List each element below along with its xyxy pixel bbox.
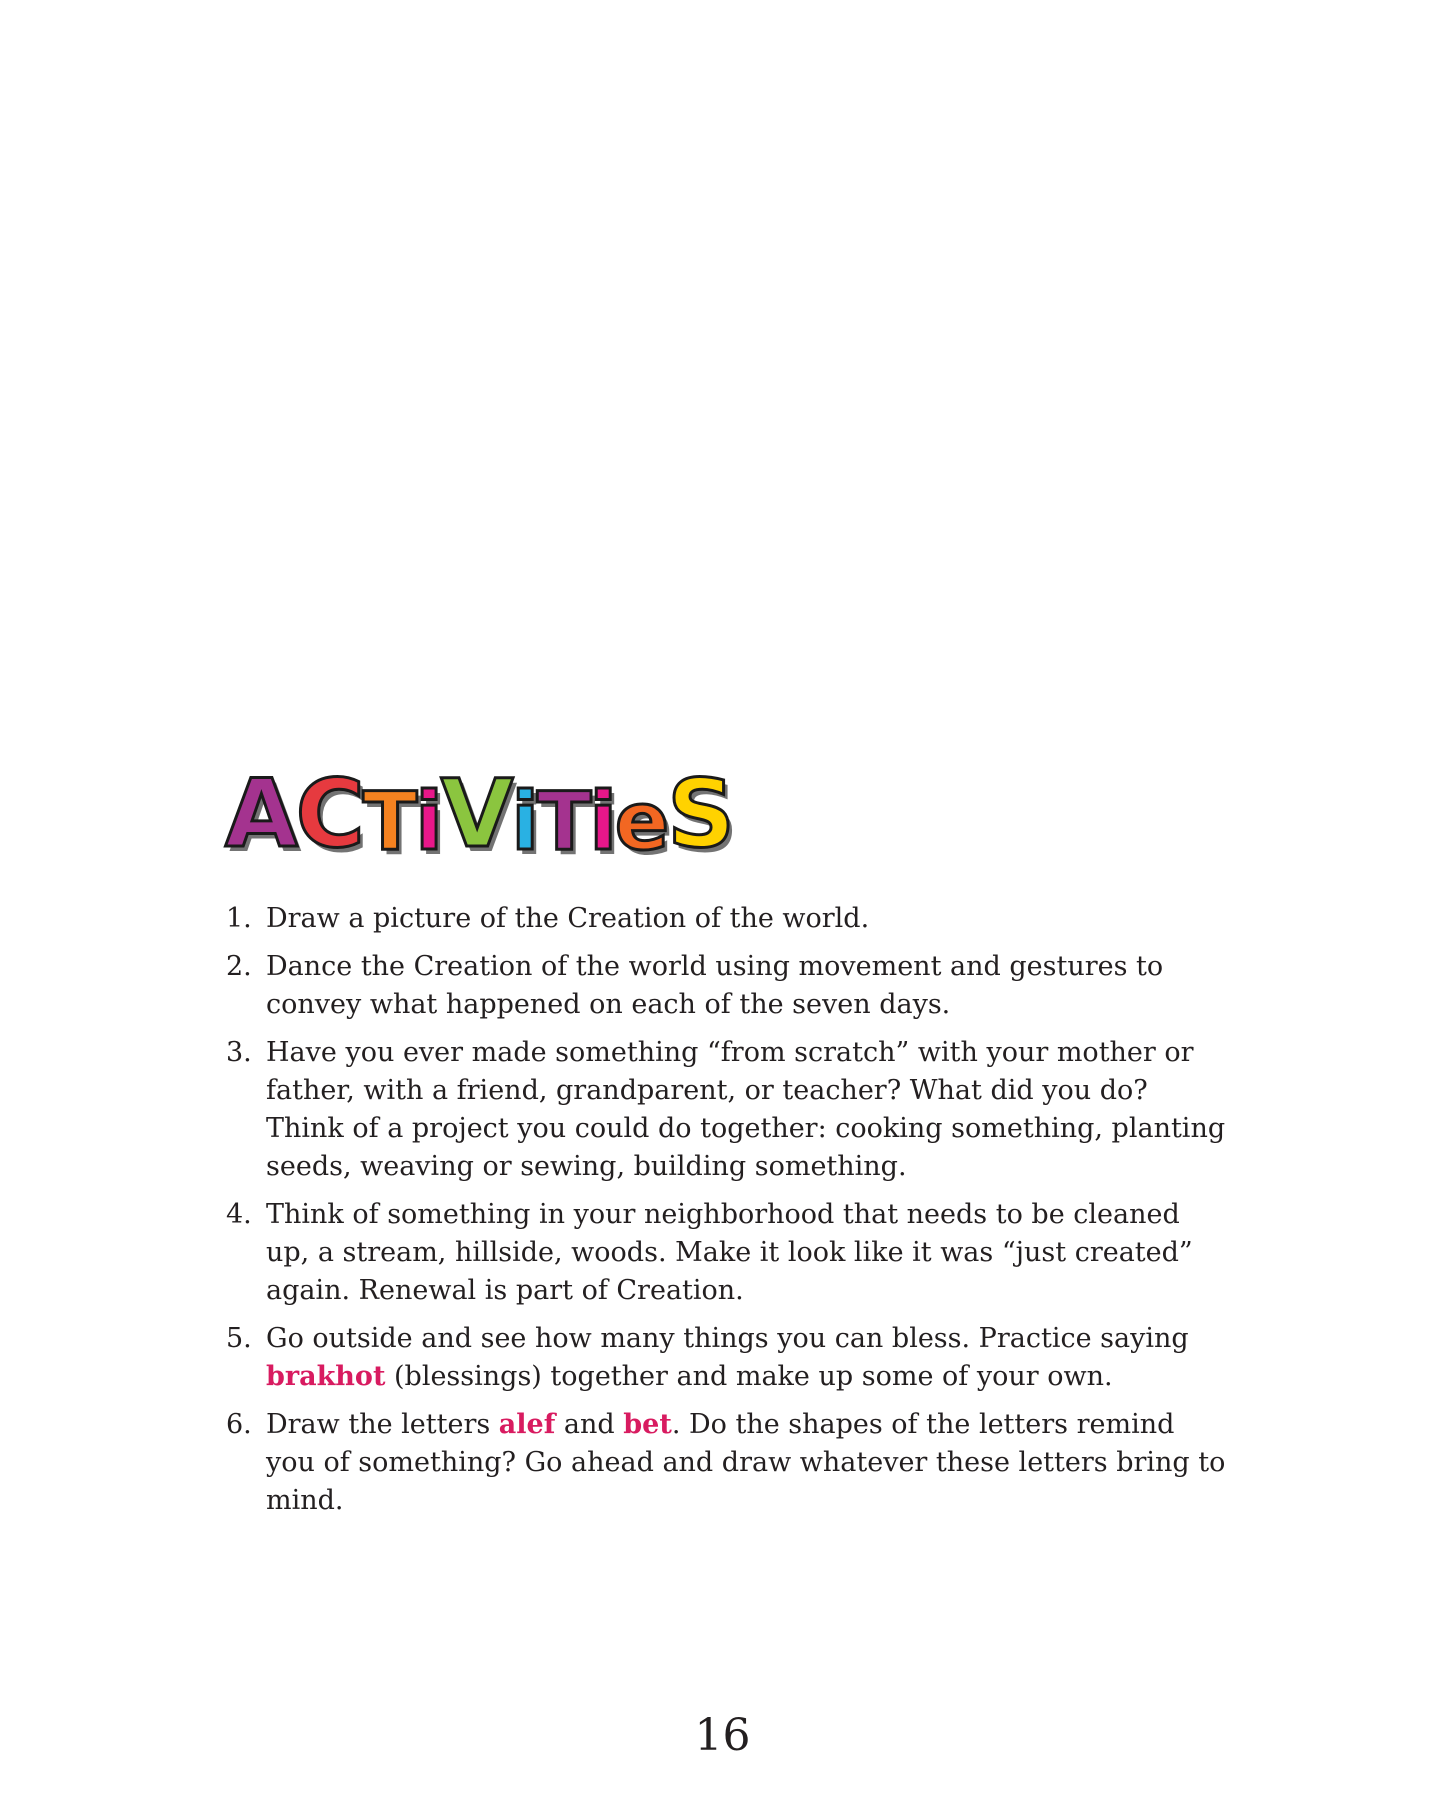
item-number: 3. xyxy=(226,1037,252,1068)
item-text xyxy=(266,1320,1226,1396)
item-text-after: (blessings) together and make up some of your own. xyxy=(385,1361,1113,1392)
list-item xyxy=(226,948,1226,1024)
item-text-before: Go outside and see how many things you can bless. Practice saying xyxy=(266,1323,1189,1354)
item-number: 2. xyxy=(226,951,252,982)
heading-letter: V xyxy=(440,760,512,869)
list-item xyxy=(226,1034,1226,1186)
item-text: Dance the Creation of the world using movement and gestures to convey what happened on each of the seven days. xyxy=(266,951,1164,1020)
hebrew-term-highlight: alef xyxy=(498,1409,556,1440)
page-number: 16 xyxy=(694,1710,751,1761)
activity-list xyxy=(226,900,1226,1530)
item-text xyxy=(266,1406,1226,1520)
activities-heading-logo xyxy=(225,760,733,869)
heading-letter: C xyxy=(295,760,363,869)
list-item xyxy=(226,900,1226,938)
item-text-middle: and xyxy=(555,1409,624,1440)
heading-letter: A xyxy=(225,760,296,869)
heading-letter: i xyxy=(511,775,537,868)
list-item xyxy=(226,1320,1226,1396)
item-text: Draw a picture of the Creation of the world. xyxy=(266,903,870,934)
item-number: 6. xyxy=(226,1409,252,1440)
item-text-before: Draw the letters xyxy=(266,1409,499,1440)
item-text: Have you ever made something “from scratch” with your mother or father, with a friend, grandparent, or teacher? What did you do? Think of a project you could do together: cooking something, planting seeds, weaving or sewing, building something. xyxy=(266,1037,1226,1182)
item-number: 5. xyxy=(226,1323,252,1354)
heading-letter: i xyxy=(415,775,441,868)
item-text: Think of something in your neighborhood that needs to be cleaned up, a stream, hillside, woods. Make it look like it was “just created” again. Renewal is part of Creation. xyxy=(266,1199,1193,1306)
heading-letter: S xyxy=(667,760,733,869)
heading-letter: T xyxy=(362,775,416,868)
heading-letter: T xyxy=(536,775,590,868)
hebrew-term-highlight: brakhot xyxy=(266,1361,386,1392)
heading-letter: e xyxy=(614,775,668,868)
heading-letter: i xyxy=(589,775,615,868)
item-text-after: . Do the shapes of the letters remind you of something? Go ahead and draw whatever these letters bring to mind. xyxy=(266,1409,1226,1516)
item-number: 4. xyxy=(226,1199,252,1230)
hebrew-term-highlight: bet xyxy=(623,1409,672,1440)
list-item xyxy=(226,1196,1226,1310)
item-number: 1. xyxy=(226,903,252,934)
list-item xyxy=(226,1406,1226,1520)
